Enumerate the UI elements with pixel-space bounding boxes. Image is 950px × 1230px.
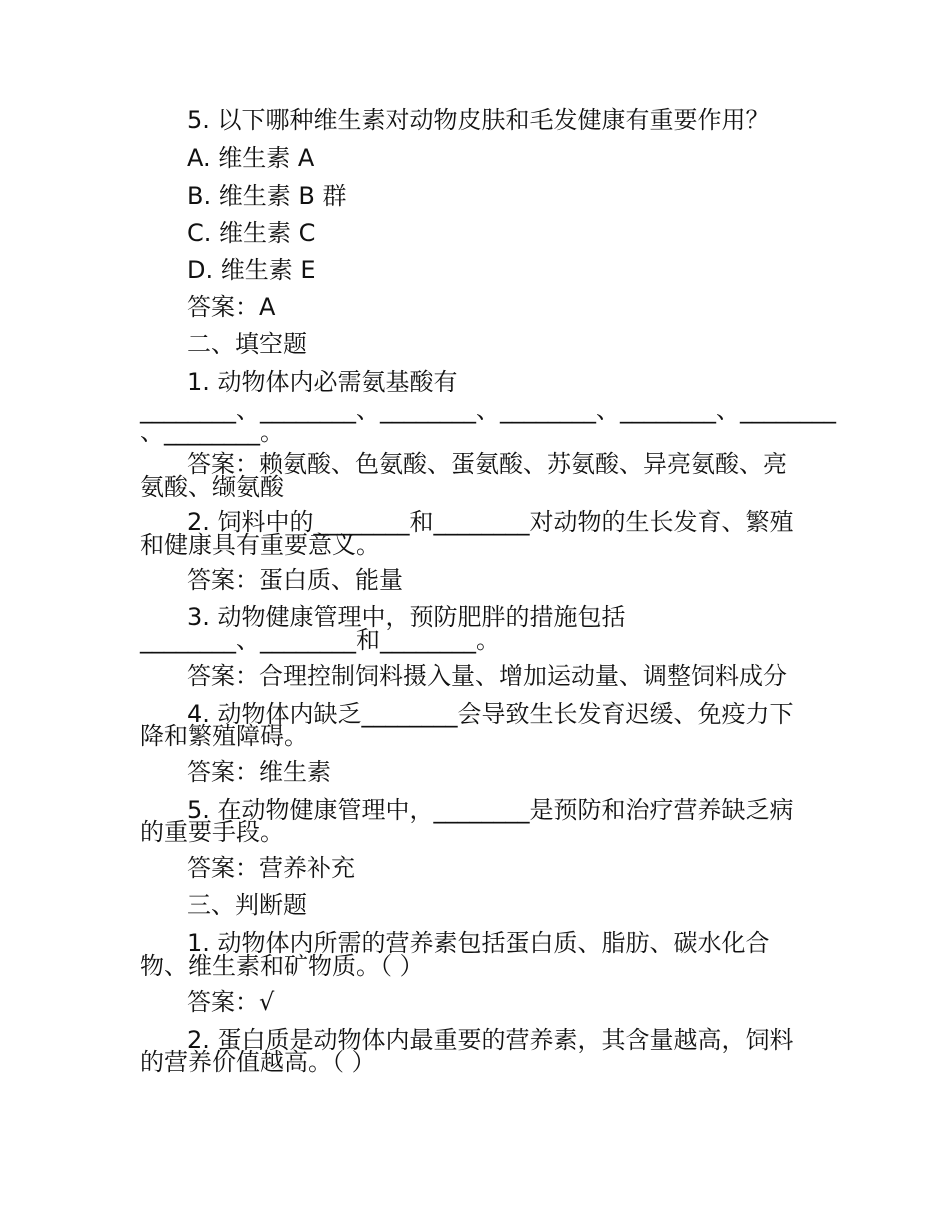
fill-question-2-line2: 和健康具有重要意义。 bbox=[140, 531, 380, 559]
fill-question-4-line2: 降和繁殖障碍。 bbox=[140, 722, 308, 750]
fill-question-5-line1: 5. 在动物健康管理中，________是预防和治疗营养缺乏病 bbox=[187, 796, 794, 824]
fill-answer-3: 答案：合理控制饲料摄入量、增加运动量、调整饲料成分 bbox=[187, 662, 787, 690]
fill-question-4-line1: 4. 动物体内缺乏________会导致生长发育迟缓、免疫力下 bbox=[187, 700, 794, 728]
option-a: A. 维生素 A bbox=[187, 144, 315, 172]
fill-answer-5: 答案：营养补充 bbox=[187, 854, 355, 882]
option-b: B. 维生素 B 群 bbox=[187, 182, 347, 210]
section-heading-true-false: 三、判断题 bbox=[187, 891, 307, 919]
section-heading-fill-in: 二、填空题 bbox=[187, 330, 307, 358]
tf-question-1-line2: 物、维生素和矿物质。（ ） bbox=[140, 952, 424, 980]
option-c: C. 维生素 C bbox=[187, 219, 316, 247]
fill-answer-2: 答案：蛋白质、能量 bbox=[187, 566, 403, 594]
fill-question-5-line2: 的重要手段。 bbox=[140, 818, 284, 846]
fill-answer-1-line1: 答案：赖氨酸、色氨酸、蛋氨酸、苏氨酸、异亮氨酸、亮 bbox=[187, 450, 787, 478]
tf-question-2-line2: 的营养价值越高。（ ） bbox=[140, 1048, 376, 1076]
question-5-text: 5. 以下哪种维生素对动物皮肤和毛发健康有重要作用？ bbox=[187, 106, 770, 134]
fill-answer-4: 答案：维生素 bbox=[187, 758, 331, 786]
tf-answer-1: 答案：√ bbox=[187, 988, 275, 1016]
option-d: D. 维生素 E bbox=[187, 256, 316, 284]
fill-question-2-line1: 2. 饲料中的________和________对动物的生长发育、繁殖 bbox=[187, 508, 794, 536]
fill-question-1-text: 1. 动物体内必需氨基酸有 bbox=[187, 368, 458, 396]
fill-question-1-blanks: ________、________、________、________、________、________ bbox=[140, 396, 836, 424]
tf-question-1-line1: 1. 动物体内所需的营养素包括蛋白质、脂肪、碳水化合 bbox=[187, 929, 770, 957]
fill-answer-1-line2: 氨酸、缬氨酸 bbox=[140, 473, 284, 501]
fill-question-1-blanks-end: 、________。 bbox=[140, 418, 284, 446]
answer-mc-5: 答案：A bbox=[187, 293, 276, 321]
fill-question-3-line1: 3. 动物健康管理中，预防肥胖的措施包括 bbox=[187, 603, 626, 631]
tf-question-2-line1: 2. 蛋白质是动物体内最重要的营养素，其含量越高，饲料 bbox=[187, 1026, 794, 1054]
fill-question-3-line2: ________、________和________。 bbox=[140, 626, 500, 654]
